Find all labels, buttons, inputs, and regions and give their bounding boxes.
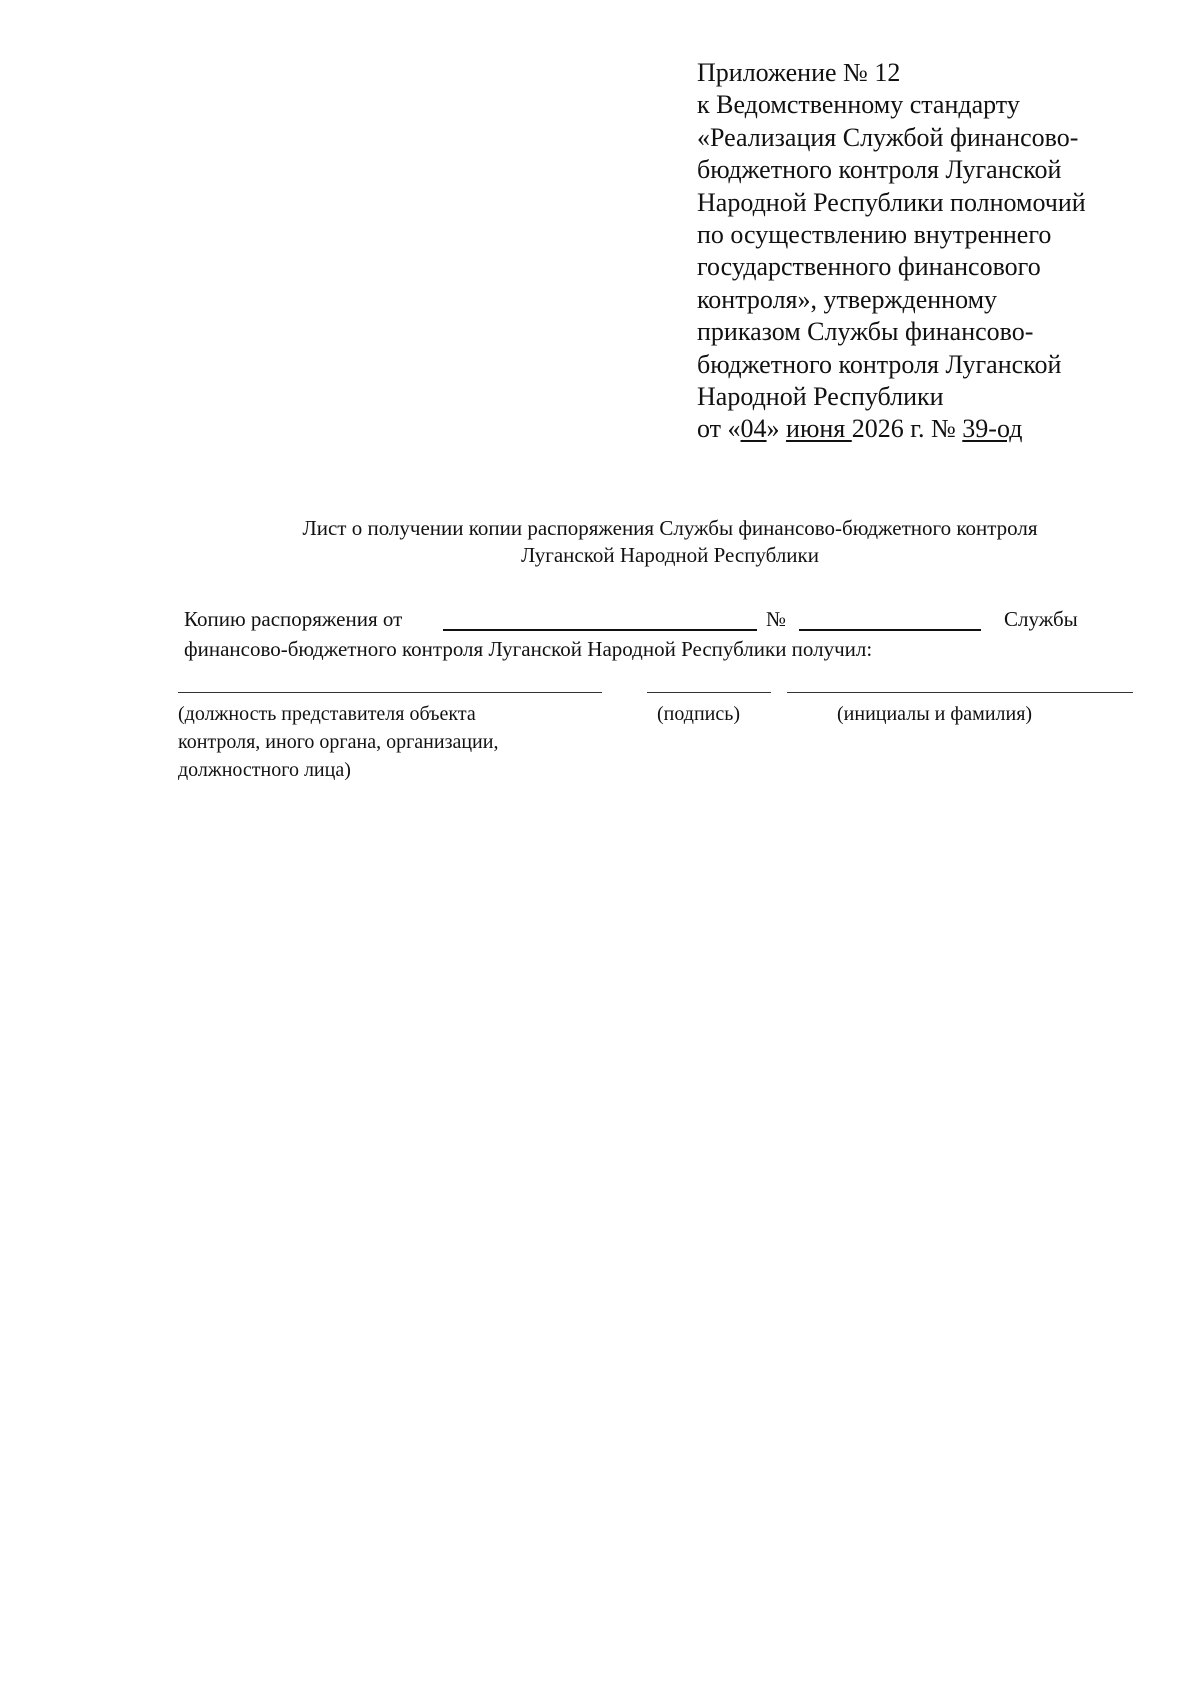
service-word: Службы <box>1004 607 1078 631</box>
appendix-date-line <box>697 413 1157 445</box>
position-signature-line[interactable] <box>178 692 602 693</box>
date-blank-field[interactable] <box>443 629 757 631</box>
sheet-title-line-1: Лист о получении копии распоряжения Службы финансово-бюджетного контроля <box>302 516 1038 540</box>
appendix-line: государственного финансового <box>697 252 1041 282</box>
statement-row-2: финансово-бюджетного контроля Луганской Народной Республики получил: <box>184 637 873 661</box>
date-prefix: от « <box>697 414 741 444</box>
appendix-line: Народной Республики полномочий <box>697 187 1086 217</box>
position-caption <box>178 700 498 784</box>
sheet-title-line-2: Луганской Народной Республики <box>521 543 819 567</box>
date-year: 2026 г. № <box>851 414 963 444</box>
appendix-line: приказом Службы финансово- <box>697 317 1034 347</box>
appendix-line: «Реализация Службой финансово- <box>697 122 1079 152</box>
appendix-line: по осуществлению внутреннего <box>697 220 1052 250</box>
sheet-title <box>190 515 1150 569</box>
name-caption: (инициалы и фамилия) <box>837 703 1033 725</box>
date-quote-close: » <box>766 414 787 444</box>
position-caption-line: контроля, иного органа, организации, <box>178 731 499 753</box>
appendix-line: Приложение № 12 <box>697 58 901 87</box>
appendix-line: бюджетного контроля Луганской <box>697 349 1062 379</box>
statement-row-1 <box>184 604 1094 634</box>
date-month: июня <box>786 414 852 444</box>
name-signature-line[interactable] <box>787 692 1133 693</box>
signature-line[interactable] <box>647 692 771 693</box>
receipt-statement <box>184 604 1094 664</box>
date-day: 04 <box>740 414 767 444</box>
position-caption-line: (должность представителя объекта <box>178 703 476 725</box>
appendix-line: к Ведомственному стандарту <box>697 90 1020 120</box>
appendix-line: бюджетного контроля Луганской <box>697 155 1062 185</box>
number-blank-field[interactable] <box>799 629 981 631</box>
appendix-line: контроля», утвержденному <box>697 284 998 314</box>
position-caption-line: должностного лица) <box>178 759 351 781</box>
appendix-header <box>697 57 1157 446</box>
appendix-line: Народной Республики <box>697 382 944 412</box>
copy-from-label: Копию распоряжения от <box>184 607 403 631</box>
number-sign: № <box>766 607 787 631</box>
signature-caption: (подпись) <box>657 703 741 725</box>
order-number: 39-од <box>962 414 1023 444</box>
